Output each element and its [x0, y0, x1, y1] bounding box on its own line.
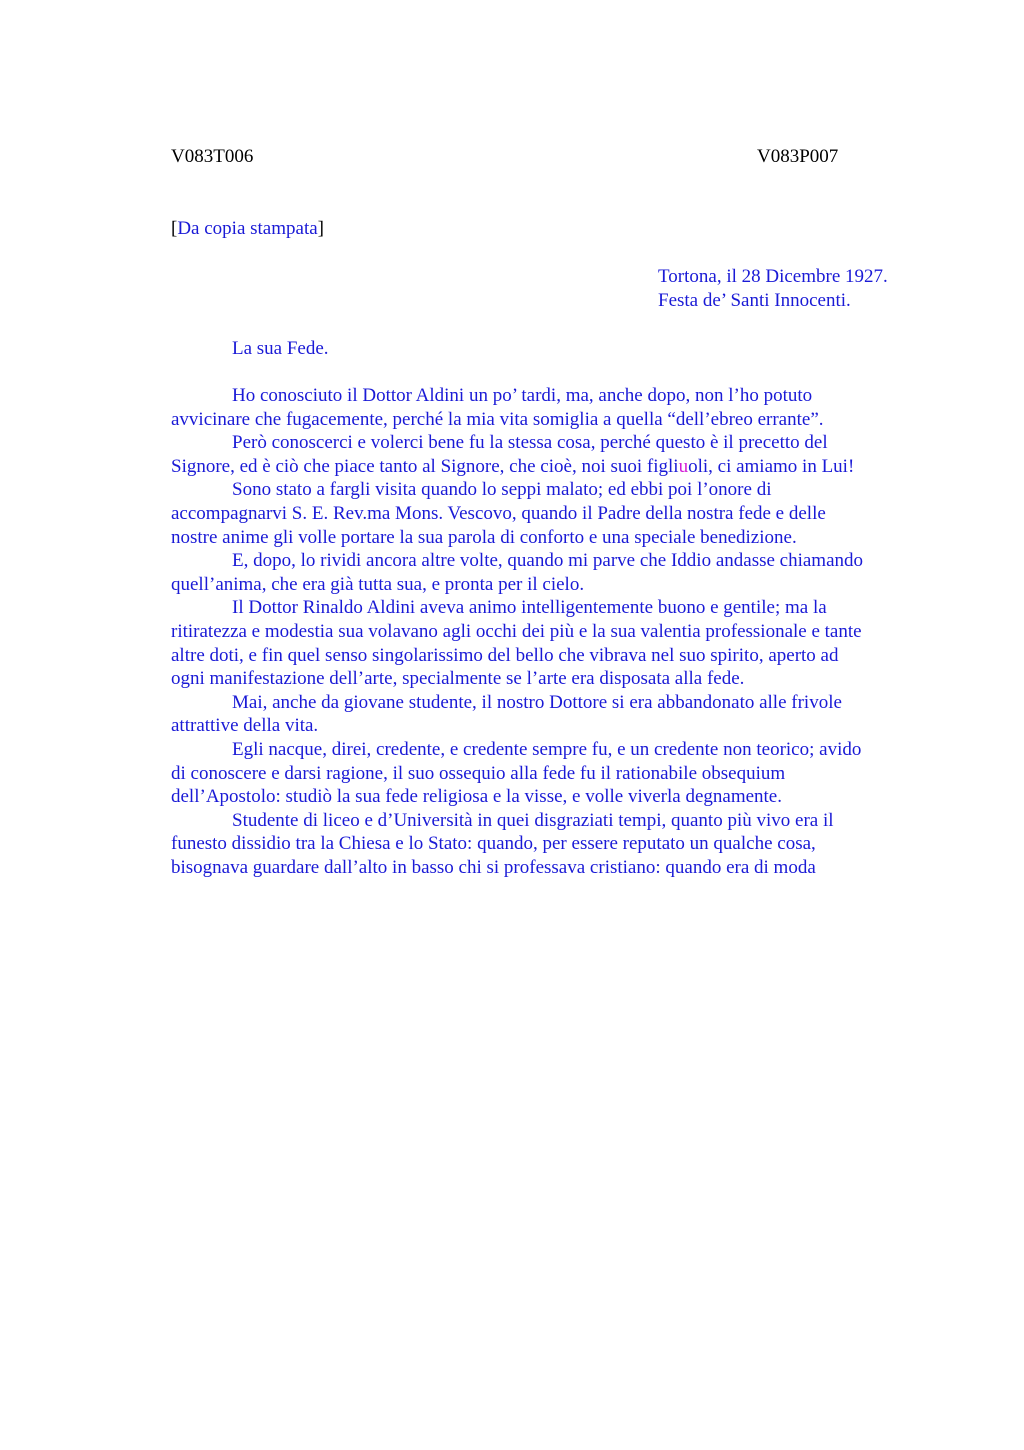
paragraph-line-part: oli, ci amiamo in Lui!: [688, 455, 855, 477]
paragraph-5: [171, 596, 931, 690]
paragraph-line: avvicinare che fugacemente, perché la mia vita somiglia a quella “dell’ebreo errante”.: [171, 408, 824, 430]
paragraph-4: [171, 549, 931, 596]
paragraph-line: Però conoscerci e volerci bene fu la stessa cosa, perché questo è il precetto del: [232, 432, 828, 454]
left-document-code: V083T006: [171, 146, 254, 167]
source-note-text: Da copia stampata: [177, 218, 318, 239]
source-note-close-bracket: ]: [317, 218, 324, 239]
dateline-place-date: Tortona, il 28 Dicembre 1927.: [658, 266, 888, 287]
paragraph-line: Sono stato a fargli visita quando lo seppi malato; ed ebbi poi l’onore di: [232, 479, 772, 501]
paragraph-line: di conoscere e darsi ragione, il suo ossequio alla fede fu il rationabile obsequium: [171, 762, 786, 784]
paragraph-6: [171, 691, 931, 738]
paragraph-line: Egli nacque, direi, credente, e credente sempre fu, e un credente non teorico; avido: [232, 738, 862, 760]
section-heading: La sua Fede.: [232, 338, 329, 359]
right-document-code: V083P007: [757, 146, 839, 167]
paragraph-3: [171, 478, 931, 549]
paragraph-line: Ho conosciuto il Dottor Aldini un po’ tardi, ma, anche dopo, non l’ho potuto: [232, 385, 813, 406]
paragraph-line: ritiratezza e modestia sua volavano agli occhi dei più e la sua valentia professionale e tante: [171, 620, 862, 642]
source-note: [171, 217, 324, 241]
highlighted-correction: u: [678, 455, 689, 477]
paragraph-line: quell’anima, che era già tutta sua, e pronta per il cielo.: [171, 573, 585, 595]
paragraph-line: bisognava guardare dall’alto in basso chi si professava cristiano: quando era di moda: [171, 856, 816, 878]
paragraph-line: Studente di liceo e d’Università in quei disgraziati tempi, quanto più vivo era il: [232, 809, 834, 831]
paragraph-line: attrattive della vita.: [171, 715, 319, 737]
body-text: [171, 384, 931, 879]
paragraph-line: altre doti, e fin quel senso singolarissimo del bello che vibrava nel suo spirito, aperto ad: [171, 644, 839, 666]
paragraph-8: [171, 809, 931, 880]
paragraph-line: E, dopo, lo rividi ancora altre volte, quando mi parve che Iddio andasse chiamando: [232, 550, 864, 572]
paragraph-1: [171, 384, 931, 431]
paragraph-2: [171, 431, 931, 478]
paragraph-line: [171, 455, 931, 479]
paragraph-7: [171, 738, 931, 809]
paragraph-line: accompagnarvi S. E. Rev.ma Mons. Vescovo, quando il Padre della nostra fede e delle: [171, 502, 826, 524]
paragraph-line: Il Dottor Rinaldo Aldini aveva animo intelligentemente buono e gentile; ma la: [232, 597, 827, 619]
paragraph-line: ogni manifestazione dell’arte, specialmente se l’arte era disposata alla fede.: [171, 668, 745, 690]
paragraph-line: Mai, anche da giovane studente, il nostro Dottore si era abbandonato alle frivole: [232, 691, 842, 713]
dateline: [658, 265, 888, 312]
paragraph-line-part: Signore, ed è ciò che piace tanto al Signore, che cioè, noi suoi figli: [171, 455, 679, 477]
dateline-feast: Festa de’ Santi Innocenti.: [658, 289, 851, 311]
paragraph-line: nostre anime gli volle portare la sua parola di conforto e una speciale benedizione.: [171, 526, 797, 548]
paragraph-line: dell’Apostolo: studiò la sua fede religiosa e la visse, e volle viverla degnamente.: [171, 786, 782, 808]
paragraph-line: funesto dissidio tra la Chiesa e lo Stato: quando, per essere reputato un qualche cosa,: [171, 833, 816, 855]
source-note-open-bracket: [: [171, 218, 178, 239]
